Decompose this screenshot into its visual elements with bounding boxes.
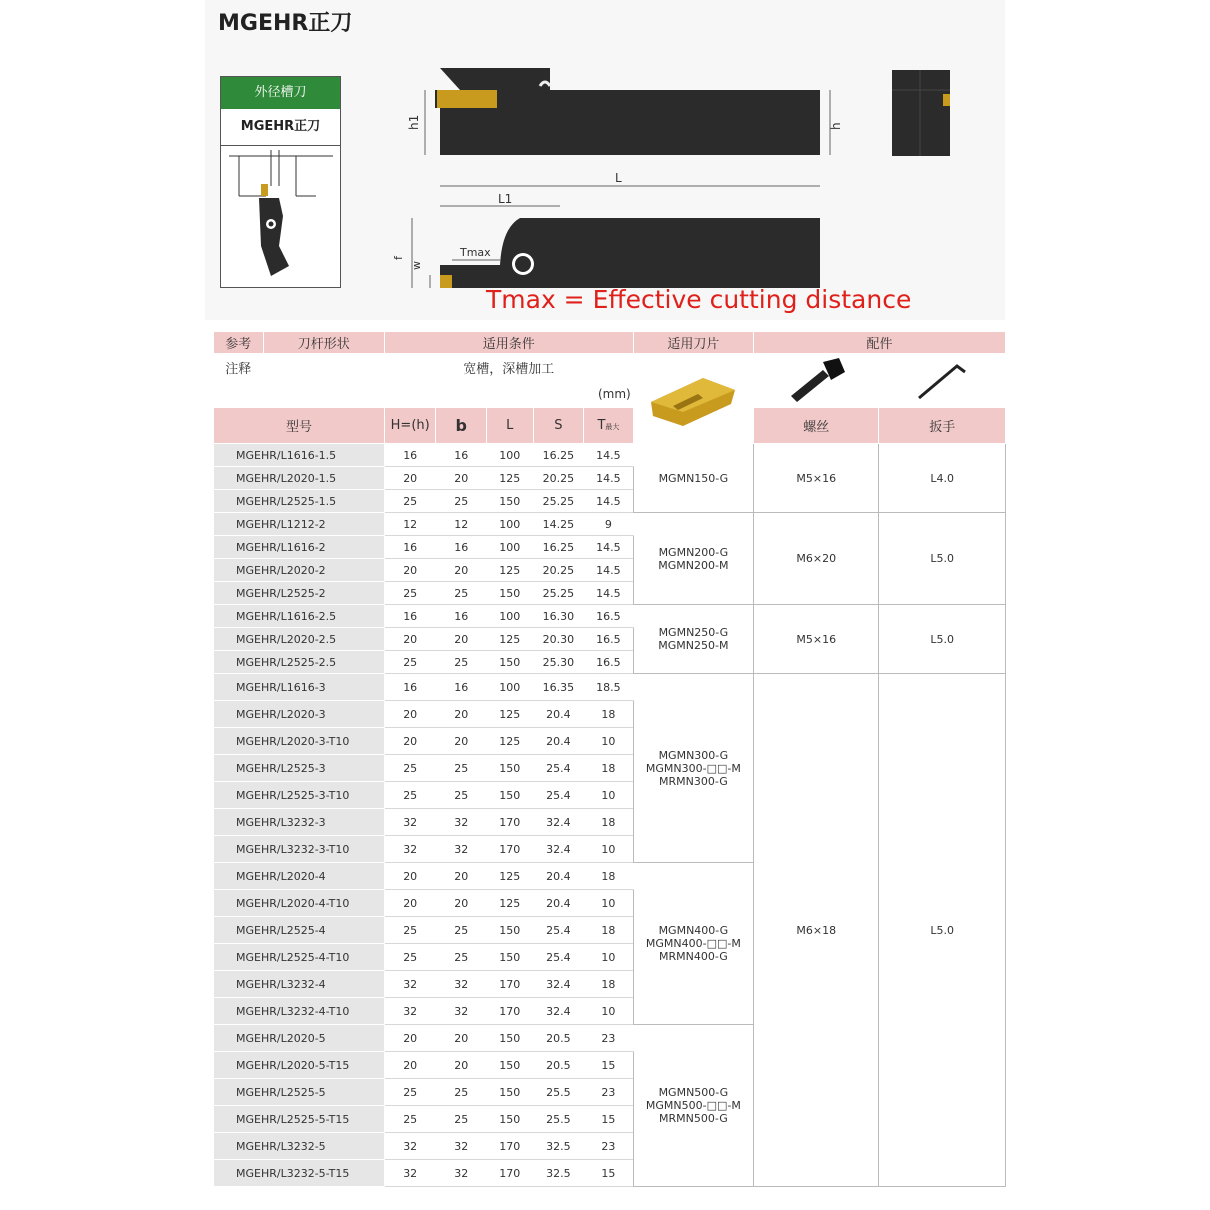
cell-S: 32.4 bbox=[533, 971, 584, 998]
cell-model: MGEHR/L1616-1.5 bbox=[214, 444, 385, 467]
cell-model: MGEHR/L2525-3-T10 bbox=[214, 782, 385, 809]
cell-L: 170 bbox=[487, 1160, 534, 1187]
cell-H: 20 bbox=[384, 559, 436, 582]
col-L: L bbox=[487, 408, 534, 444]
catalog-page bbox=[205, 0, 1005, 1200]
table-row bbox=[214, 674, 1006, 701]
table-row bbox=[214, 513, 1006, 536]
cell-b: 32 bbox=[436, 1160, 487, 1187]
cell-H: 20 bbox=[384, 467, 436, 490]
cell-L: 100 bbox=[487, 536, 534, 559]
ref-header: 参考 bbox=[214, 332, 264, 354]
screw-image-cell bbox=[754, 354, 879, 408]
cell-S: 16.35 bbox=[533, 674, 584, 701]
cell-b: 32 bbox=[436, 809, 487, 836]
L-label: L bbox=[615, 171, 622, 185]
cell-S: 32.4 bbox=[533, 998, 584, 1025]
cell-L: 170 bbox=[487, 998, 534, 1025]
cell-T: 10 bbox=[584, 728, 634, 755]
wrench-value: L5.0 bbox=[879, 674, 1006, 1187]
cell-b: 20 bbox=[436, 628, 487, 651]
cell-model: MGEHR/L2525-5 bbox=[214, 1079, 385, 1106]
cell-model: MGEHR/L2020-1.5 bbox=[214, 467, 385, 490]
col-model: 型号 bbox=[214, 408, 385, 444]
cell-S: 25.4 bbox=[533, 755, 584, 782]
cell-model: MGEHR/L3232-4-T10 bbox=[214, 998, 385, 1025]
cell-H: 32 bbox=[384, 1133, 436, 1160]
insert-group: MGMN500-G MGMN500-□□-M MRMN500-G bbox=[633, 1025, 753, 1187]
cell-L: 150 bbox=[487, 944, 534, 971]
cell-L: 125 bbox=[487, 467, 534, 490]
cell-L: 170 bbox=[487, 836, 534, 863]
cell-S: 20.4 bbox=[533, 863, 584, 890]
cell-T: 9 bbox=[584, 513, 634, 536]
cell-L: 125 bbox=[487, 863, 534, 890]
cell-T: 16.5 bbox=[584, 605, 634, 628]
cell-T: 18.5 bbox=[584, 674, 634, 701]
cell-H: 25 bbox=[384, 582, 436, 605]
cell-T: 18 bbox=[584, 917, 634, 944]
cell-model: MGEHR/L1616-2.5 bbox=[214, 605, 385, 628]
cell-T: 14.5 bbox=[584, 582, 634, 605]
cell-H: 20 bbox=[384, 628, 436, 651]
cell-model: MGEHR/L3232-4 bbox=[214, 971, 385, 998]
top-view-drawing bbox=[390, 170, 830, 290]
cell-S: 20.5 bbox=[533, 1052, 584, 1079]
cell-b: 16 bbox=[436, 444, 487, 467]
cell-L: 170 bbox=[487, 971, 534, 998]
tool-name-label: MGEHR正刀 bbox=[221, 109, 340, 146]
unit-label: (mm) bbox=[214, 381, 634, 408]
end-view-drawing bbox=[890, 68, 952, 158]
cell-H: 32 bbox=[384, 971, 436, 998]
w-label: w bbox=[410, 261, 423, 270]
page-title: MGEHR正刀 bbox=[218, 11, 353, 36]
cell-S: 25.25 bbox=[533, 490, 584, 513]
cell-T: 15 bbox=[584, 1106, 634, 1133]
cell-model: MGEHR/L2020-5 bbox=[214, 1025, 385, 1052]
cell-L: 125 bbox=[487, 559, 534, 582]
cell-model: MGEHR/L2020-4 bbox=[214, 863, 385, 890]
cell-model: MGEHR/L1616-2 bbox=[214, 536, 385, 559]
cell-model: MGEHR/L2020-3-T10 bbox=[214, 728, 385, 755]
cell-L: 150 bbox=[487, 1079, 534, 1106]
insert-icon bbox=[643, 364, 743, 430]
screw-value: M5×16 bbox=[754, 444, 879, 513]
cell-L: 100 bbox=[487, 605, 534, 628]
note-value: 宽槽，深槽加工 bbox=[384, 354, 633, 381]
cell-T: 18 bbox=[584, 971, 634, 998]
cell-b: 25 bbox=[436, 1106, 487, 1133]
cell-model: MGEHR/L2525-5-T15 bbox=[214, 1106, 385, 1133]
cell-b: 32 bbox=[436, 998, 487, 1025]
cell-H: 32 bbox=[384, 998, 436, 1025]
cell-H: 25 bbox=[384, 782, 436, 809]
cell-model: MGEHR/L3232-5-T15 bbox=[214, 1160, 385, 1187]
cell-S: 16.25 bbox=[533, 536, 584, 559]
cell-S: 25.5 bbox=[533, 1079, 584, 1106]
cell-T: 14.5 bbox=[584, 467, 634, 490]
tool-type-box bbox=[220, 76, 341, 288]
cell-b: 20 bbox=[436, 1052, 487, 1079]
col-T-main: T bbox=[597, 418, 606, 433]
cell-H: 20 bbox=[384, 890, 436, 917]
side-view-drawing bbox=[400, 60, 860, 160]
cell-b: 16 bbox=[436, 536, 487, 559]
insert-header: 适用刀片 bbox=[633, 332, 753, 354]
cell-model: MGEHR/L1616-3 bbox=[214, 674, 385, 701]
cell-model: MGEHR/L2525-4-T10 bbox=[214, 944, 385, 971]
insert-group: MGMN300-G MGMN300-□□-M MRMN300-G bbox=[633, 674, 753, 863]
cell-L: 150 bbox=[487, 1052, 534, 1079]
cell-H: 16 bbox=[384, 536, 436, 559]
table-row bbox=[214, 444, 1006, 467]
insert-group: MGMN400-G MGMN400-□□-M MRMN400-G bbox=[633, 863, 753, 1025]
cell-model: MGEHR/L2525-2 bbox=[214, 582, 385, 605]
cell-T: 10 bbox=[584, 782, 634, 809]
cell-b: 25 bbox=[436, 582, 487, 605]
cell-model: MGEHR/L2020-2.5 bbox=[214, 628, 385, 651]
cell-model: MGEHR/L1212-2 bbox=[214, 513, 385, 536]
screw-icon bbox=[781, 354, 851, 404]
cell-b: 20 bbox=[436, 863, 487, 890]
cell-S: 20.5 bbox=[533, 1025, 584, 1052]
cell-H: 32 bbox=[384, 836, 436, 863]
cell-H: 25 bbox=[384, 755, 436, 782]
cell-S: 25.4 bbox=[533, 944, 584, 971]
screw-value: M6×20 bbox=[754, 513, 879, 605]
cell-model: MGEHR/L2525-2.5 bbox=[214, 651, 385, 674]
cell-L: 125 bbox=[487, 728, 534, 755]
parts-header: 配件 bbox=[754, 332, 1006, 354]
cell-S: 32.5 bbox=[533, 1133, 584, 1160]
conditions-header: 适用条件 bbox=[384, 332, 633, 354]
screw-value: M5×16 bbox=[754, 605, 879, 674]
cell-T: 18 bbox=[584, 863, 634, 890]
cell-b: 20 bbox=[436, 701, 487, 728]
insert-group: MGMN250-G MGMN250-M bbox=[633, 605, 753, 674]
cell-b: 25 bbox=[436, 755, 487, 782]
cell-S: 20.25 bbox=[533, 467, 584, 490]
h1-label: h1 bbox=[407, 114, 421, 130]
insert-image-cell bbox=[633, 354, 753, 444]
cell-S: 25.25 bbox=[533, 582, 584, 605]
cell-S: 32.5 bbox=[533, 1160, 584, 1187]
cell-T: 18 bbox=[584, 701, 634, 728]
col-T bbox=[584, 408, 634, 444]
table-row bbox=[214, 605, 1006, 628]
cell-L: 100 bbox=[487, 513, 534, 536]
cell-H: 20 bbox=[384, 1025, 436, 1052]
cell-S: 14.25 bbox=[533, 513, 584, 536]
cell-b: 20 bbox=[436, 467, 487, 490]
insert-group: MGMN200-G MGMN200-M bbox=[633, 513, 753, 605]
cell-T: 16.5 bbox=[584, 628, 634, 651]
cell-model: MGEHR/L2020-3 bbox=[214, 701, 385, 728]
cell-H: 12 bbox=[384, 513, 436, 536]
cell-T: 16.5 bbox=[584, 651, 634, 674]
cell-T: 18 bbox=[584, 809, 634, 836]
h-label: h bbox=[829, 122, 843, 130]
L1-label: L1 bbox=[498, 192, 513, 206]
cell-L: 150 bbox=[487, 651, 534, 674]
cell-S: 32.4 bbox=[533, 836, 584, 863]
tool-category-label: 外径槽刀 bbox=[221, 77, 340, 109]
cell-b: 25 bbox=[436, 917, 487, 944]
cell-L: 150 bbox=[487, 917, 534, 944]
cell-H: 20 bbox=[384, 728, 436, 755]
wrench-image-cell bbox=[879, 354, 1006, 408]
cell-H: 32 bbox=[384, 809, 436, 836]
cell-H: 25 bbox=[384, 917, 436, 944]
col-S: S bbox=[533, 408, 584, 444]
cell-S: 20.4 bbox=[533, 701, 584, 728]
cell-T: 15 bbox=[584, 1052, 634, 1079]
diagram-area bbox=[205, 0, 1005, 320]
cell-L: 170 bbox=[487, 1133, 534, 1160]
cell-H: 20 bbox=[384, 1052, 436, 1079]
cell-H: 25 bbox=[384, 1079, 436, 1106]
cell-T: 10 bbox=[584, 890, 634, 917]
cell-b: 20 bbox=[436, 1025, 487, 1052]
cell-S: 16.30 bbox=[533, 605, 584, 628]
note-label: 注释 bbox=[214, 354, 264, 381]
cell-L: 150 bbox=[487, 490, 534, 513]
wrench-value: L4.0 bbox=[879, 444, 1006, 513]
cell-b: 25 bbox=[436, 944, 487, 971]
cell-b: 20 bbox=[436, 728, 487, 755]
cell-L: 150 bbox=[487, 782, 534, 809]
wrench-value: L5.0 bbox=[879, 513, 1006, 605]
cell-b: 32 bbox=[436, 1133, 487, 1160]
cell-T: 14.5 bbox=[584, 536, 634, 559]
cell-b: 25 bbox=[436, 651, 487, 674]
cell-S: 20.4 bbox=[533, 890, 584, 917]
cell-b: 20 bbox=[436, 890, 487, 917]
usage-sketch bbox=[221, 146, 340, 286]
cell-b: 25 bbox=[436, 1079, 487, 1106]
col-screw: 螺丝 bbox=[754, 408, 879, 444]
cell-H: 20 bbox=[384, 863, 436, 890]
cell-model: MGEHR/L2020-5-T15 bbox=[214, 1052, 385, 1079]
cell-T: 23 bbox=[584, 1133, 634, 1160]
cell-H: 25 bbox=[384, 944, 436, 971]
cell-model: MGEHR/L2020-4-T10 bbox=[214, 890, 385, 917]
cell-L: 125 bbox=[487, 701, 534, 728]
cell-L: 125 bbox=[487, 628, 534, 651]
cell-L: 100 bbox=[487, 444, 534, 467]
cell-L: 125 bbox=[487, 890, 534, 917]
cell-S: 25.4 bbox=[533, 782, 584, 809]
col-b: b bbox=[436, 408, 487, 444]
cell-model: MGEHR/L2525-1.5 bbox=[214, 490, 385, 513]
note-shape-cell bbox=[263, 354, 384, 381]
cell-b: 16 bbox=[436, 674, 487, 701]
cell-S: 25.30 bbox=[533, 651, 584, 674]
cell-model: MGEHR/L3232-3 bbox=[214, 809, 385, 836]
cell-T: 23 bbox=[584, 1025, 634, 1052]
cell-T: 10 bbox=[584, 836, 634, 863]
cell-T: 14.5 bbox=[584, 559, 634, 582]
cell-b: 32 bbox=[436, 836, 487, 863]
tmax-label: Tmax bbox=[460, 246, 491, 259]
cell-b: 25 bbox=[436, 782, 487, 809]
cell-L: 150 bbox=[487, 755, 534, 782]
cell-T: 10 bbox=[584, 944, 634, 971]
cell-L: 150 bbox=[487, 582, 534, 605]
col-wrench: 扳手 bbox=[879, 408, 1006, 444]
cell-model: MGEHR/L3232-3-T10 bbox=[214, 836, 385, 863]
cell-H: 16 bbox=[384, 605, 436, 628]
cell-L: 150 bbox=[487, 1025, 534, 1052]
cell-S: 25.4 bbox=[533, 917, 584, 944]
cell-model: MGEHR/L2020-2 bbox=[214, 559, 385, 582]
cell-T: 10 bbox=[584, 998, 634, 1025]
cell-T: 14.5 bbox=[584, 490, 634, 513]
cell-model: MGEHR/L3232-5 bbox=[214, 1133, 385, 1160]
cell-model: MGEHR/L2525-3 bbox=[214, 755, 385, 782]
cell-T: 14.5 bbox=[584, 444, 634, 467]
cell-model: MGEHR/L2525-4 bbox=[214, 917, 385, 944]
cell-S: 20.4 bbox=[533, 728, 584, 755]
wrench-icon bbox=[907, 354, 977, 404]
cell-b: 12 bbox=[436, 513, 487, 536]
cell-L: 150 bbox=[487, 1106, 534, 1133]
cell-L: 170 bbox=[487, 809, 534, 836]
cell-H: 25 bbox=[384, 1106, 436, 1133]
cell-b: 20 bbox=[436, 559, 487, 582]
cell-S: 16.25 bbox=[533, 444, 584, 467]
cell-b: 32 bbox=[436, 971, 487, 998]
shape-header: 刀杆形状 bbox=[263, 332, 384, 354]
cell-S: 25.5 bbox=[533, 1106, 584, 1133]
cell-H: 20 bbox=[384, 701, 436, 728]
cell-T: 18 bbox=[584, 755, 634, 782]
cell-b: 16 bbox=[436, 605, 487, 628]
cell-H: 25 bbox=[384, 651, 436, 674]
cell-H: 16 bbox=[384, 674, 436, 701]
insert-group: MGMN150-G bbox=[633, 444, 753, 513]
cell-L: 100 bbox=[487, 674, 534, 701]
cell-H: 16 bbox=[384, 444, 436, 467]
cell-T: 23 bbox=[584, 1079, 634, 1106]
cell-T: 15 bbox=[584, 1160, 634, 1187]
cell-H: 25 bbox=[384, 490, 436, 513]
cell-b: 25 bbox=[436, 490, 487, 513]
screw-value: M6×18 bbox=[754, 674, 879, 1187]
col-T-sub: 最大 bbox=[605, 423, 620, 431]
col-H: H=(h) bbox=[384, 408, 436, 444]
cell-S: 20.30 bbox=[533, 628, 584, 651]
cell-S: 32.4 bbox=[533, 809, 584, 836]
spec-table bbox=[213, 331, 1006, 1187]
tmax-note: Tmax = Effective cutting distance bbox=[486, 285, 912, 314]
wrench-value: L5.0 bbox=[879, 605, 1006, 674]
f-label: f bbox=[392, 256, 405, 260]
cell-S: 20.25 bbox=[533, 559, 584, 582]
cell-H: 32 bbox=[384, 1160, 436, 1187]
